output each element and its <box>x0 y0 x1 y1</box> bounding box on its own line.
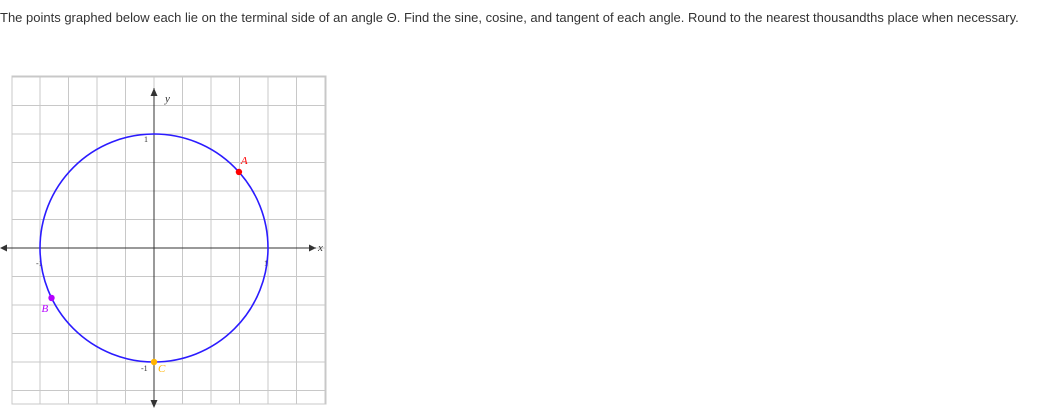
tick-label-pos-y: 1 <box>144 135 148 144</box>
y-axis-label: y <box>165 93 170 105</box>
grid-border <box>12 76 326 404</box>
x-axis-right-arrow <box>309 245 316 252</box>
tick-label-neg-y: -1 <box>141 364 148 373</box>
plotted-points <box>42 155 248 375</box>
grid <box>12 76 326 404</box>
point-b <box>48 295 54 301</box>
point-label-a: A <box>240 154 248 167</box>
tick-label-pos-x: 1 <box>264 259 268 268</box>
x-axis-label: x <box>318 242 323 254</box>
tick-label-neg-x: -1 <box>36 259 43 268</box>
point-label-b: B <box>41 302 49 315</box>
instructions-text: The points graphed below each lie on the terminal side of an angle Θ. Find the sine, cosine, and tangent of each angle. Round to the nearest thousandths place when necessary. <box>0 10 1019 25</box>
y-axis-up-arrow <box>151 88 158 96</box>
point-a <box>236 169 242 175</box>
point-label-c: C <box>158 363 166 375</box>
x-axis-left-arrow <box>0 245 7 252</box>
point-c <box>151 359 157 365</box>
axes <box>0 88 323 408</box>
